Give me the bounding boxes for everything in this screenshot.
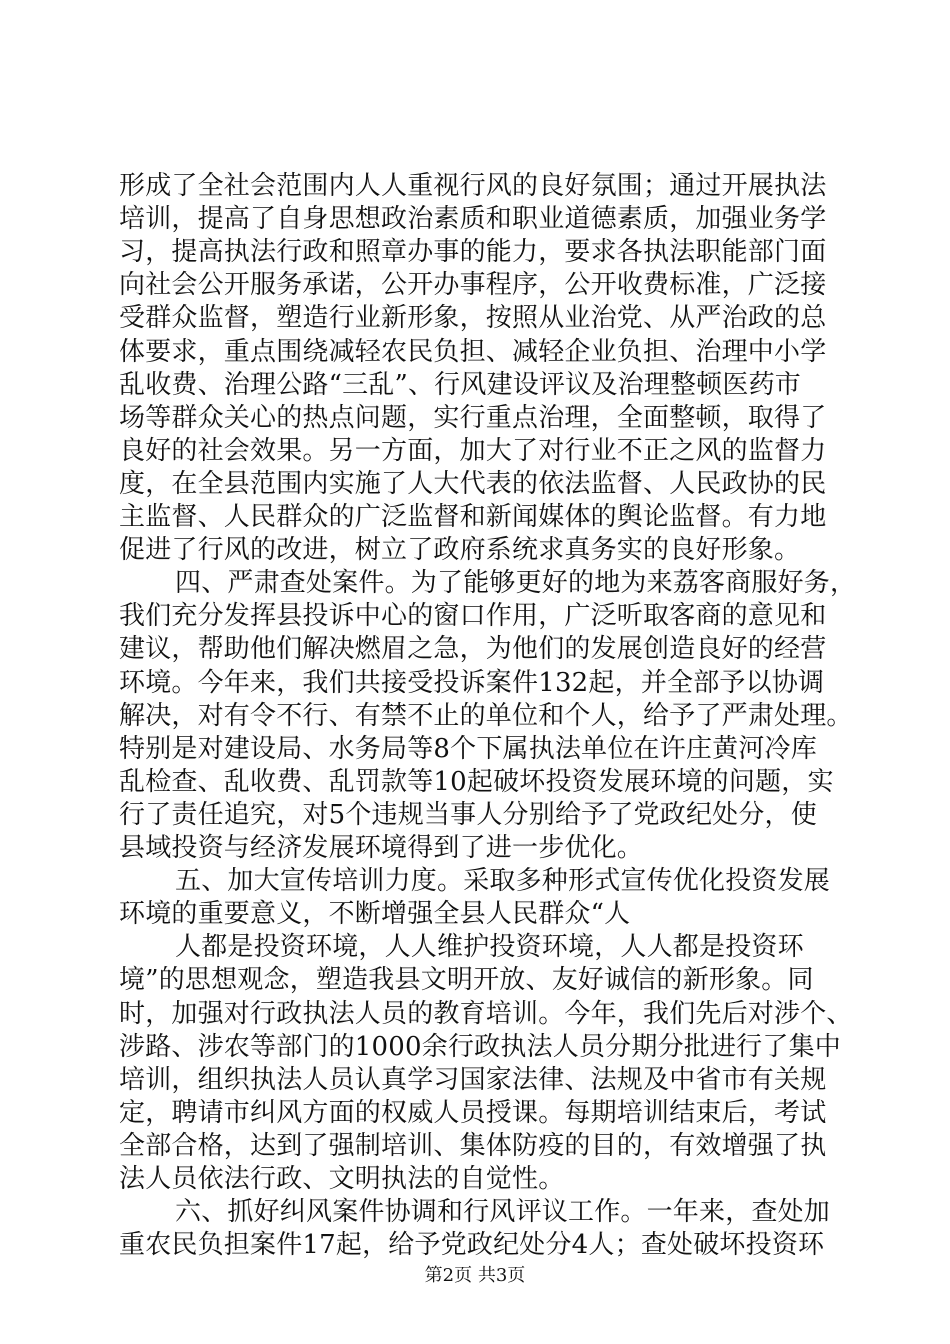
text-line: 人都是投资环境，人人维护投资环境，人人都是投资环 <box>175 932 804 962</box>
text-line: 环境的重要意义，不断增强全县人民群众“人 <box>119 899 631 929</box>
paragraph-four-heading: 四、严肃查处案件。为了能够更好的地为来荔客商服好务， <box>175 568 857 598</box>
text-line: 定，聘请市纠风方面的权威人员授课。每期培训结束后，考试 <box>119 1098 827 1128</box>
text-line: 培训，提高了自身思想政治素质和职业道德素质，加强业务学 <box>119 204 827 234</box>
text-line: 行了责任追究，对5个违规当事人分别给予了党政纪处分，使 <box>119 800 817 830</box>
text-line: 体要求，重点围绕减轻农民负担、减轻企业负担、治理中小学 <box>119 337 827 367</box>
text-line: 法人员依法行政、文明执法的自觉性。 <box>119 1164 565 1194</box>
text-line: 向社会公开服务承诺，公开办事程序，公开收费标准，广泛接 <box>119 270 827 300</box>
text-line: 解决，对有令不行、有禁不止的单位和个人，给予了严肃处理。 <box>119 701 853 731</box>
text-line: 时，加强对行政执法人员的教育培训。今年，我们先后对涉个、 <box>119 999 853 1029</box>
text-line: 形成了全社会范围内人人重视行风的良好氛围；通过开展执法 <box>119 171 827 201</box>
text-line: 特别是对建设局、水务局等8个下属执法单位在许庄黄河冷库 <box>119 734 817 764</box>
text-line: 乱收费、治理公路“三乱”、行风建设评议及治理整顿医药市 <box>119 370 801 400</box>
text-line: 习，提高执法行政和照章办事的能力，要求各执法职能部门面 <box>119 237 827 267</box>
text-line: 场等群众关心的热点问题，实行重点治理，全面整顿，取得了 <box>119 403 827 433</box>
text-line: 环境。今年来，我们共接受投诉案件132起，并全部予以协调 <box>119 668 825 698</box>
text-line: 乱检查、乱收费、乱罚款等10起破坏投资发展环境的问题，实 <box>119 767 834 797</box>
paragraph-six-heading: 六、抓好纠风案件协调和行风评议工作。一年来，查处加 <box>175 1197 831 1227</box>
paragraph-five-heading: 五、加大宣传培训力度。采取多种形式宣传优化投资发展 <box>175 866 831 896</box>
text-line: 培训，组织执法人员认真学习国家法律、法规及中省市有关规 <box>119 1065 827 1095</box>
text-line: 主监督、人民群众的广泛监督和新闻媒体的舆论监督。有力地 <box>119 502 827 532</box>
text-line: 县域投资与经济发展环境得到了进一步优化。 <box>119 833 644 863</box>
text-line: 境”的思想观念，塑造我县文明开放、友好诚信的新形象。同 <box>119 965 814 995</box>
text-line: 良好的社会效果。另一方面，加大了对行业不正之风的监督力 <box>119 436 827 466</box>
text-line: 促进了行风的改进，树立了政府系统求真务实的良好形象。 <box>119 535 801 565</box>
text-line: 涉路、涉农等部门的1000余行政执法人员分期分批进行了集中 <box>119 1032 841 1062</box>
text-line: 度，在全县范围内实施了人大代表的依法监督、人民政协的民 <box>119 469 827 499</box>
text-line: 我们充分发挥县投诉中心的窗口作用，广泛听取客商的意见和 <box>119 601 827 631</box>
page-number-footer: 第2页 共3页 <box>424 1265 526 1286</box>
text-line: 重农民负担案件17起，给予党政纪处分4人；查处破坏投资环 <box>119 1230 825 1260</box>
text-line: 全部合格，达到了强制培训、集体防疫的目的，有效增强了执 <box>119 1131 827 1161</box>
text-line: 建议，帮助他们解决燃眉之急，为他们的发展创造良好的经营 <box>119 634 827 664</box>
text-line: 受群众监督，塑造行业新形象，按照从业治党、从严治政的总 <box>119 303 827 333</box>
